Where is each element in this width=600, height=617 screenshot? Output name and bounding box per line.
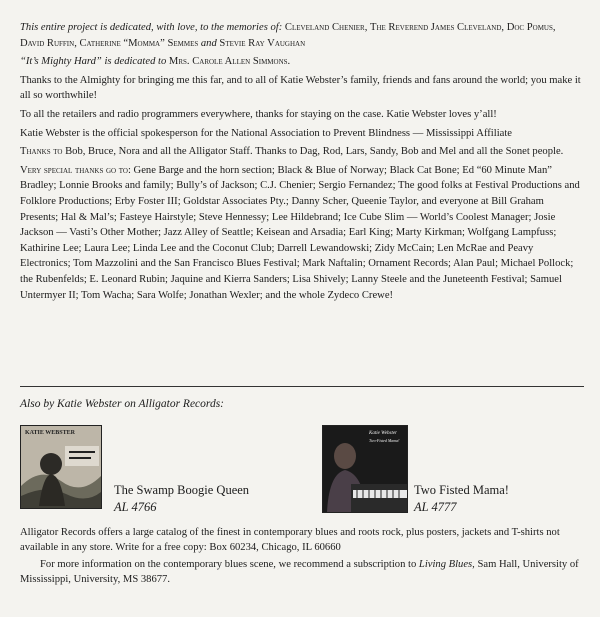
also-by-heading: Also by Katie Webster on Alligator Records:	[20, 398, 225, 410]
album-art-1	[21, 426, 101, 508]
thanks-label: Thanks to	[20, 146, 63, 158]
dedication-paragraph: This entire project is dedicated, with love, to the memories of: Cleveland Chenier, The Reverend James Cleveland, Doc Pomus, David Ruffin, Catherine “Momma” Semmes and Stevie Ray Vaughan	[20, 22, 556, 49]
dedicatee-name: Mrs. Carole Allen Simmons.	[168, 56, 291, 68]
retailers-thanks: To all the retailers and radio programmers everywhere, thanks for staying on the case. Katie Webster loves y’all!	[20, 108, 497, 120]
dedication-name: Catherine “Momma” Semmes	[79, 37, 199, 49]
almighty-thanks: Thanks to the Almighty for bringing me this far, and to all of Katie Webster’s family, friends and fans around the world; you make it all so worthwhile!	[20, 74, 581, 102]
catalog-offer: Alligator Records offers a large catalog of the finest in contemporary blues and roots rock, plus posters, jackets and T-shirts not available in any store. Write for a free copy: Box 60234, Chicago, IL 60660	[20, 527, 560, 553]
album-title: The Swamp Boogie Queen	[114, 483, 250, 497]
dedication-name: The Reverend James Cleveland	[369, 22, 502, 33]
staff-thanks: Thanks to Bob, Bruce, Nora and all the Alligator Staff. Thanks to Dag, Rod, Lars, Sandy, Bob and Mel and all the Sonet people.	[20, 146, 564, 158]
dedication-lead: This entire project is dedicated, with love, to the memories of:	[20, 22, 285, 33]
dedication-name: Doc Pomus	[506, 22, 553, 33]
special-thanks: Very special thanks go to: Gene Barge and the horn section; Black & Blue of Norway; Black Cat Bone; Ed “60 Minute Man” Bradley; Lonnie Brooks and family; Bully’s of Jackson; C.J. Chenier; Sergio Fernandez; The good folks at Festival Productions and Folklore Productions; Erby Foster III; Goldstar Associates Pty.; Danny Scher, Queenie Taylor, and everyone at Bill Graham Presents; Hal & Mal’s; Fasteye Hairstyle; Steve Hennessy; Lee Hildebrand; Ice Cube Slim — World’s Coolest Manager; Josie Jackson — Vasti’s Other Mother; Jazz Alley of Seattle; Keisean and Arsadia; Earl King; Marty Kirkman; Wolfgang Lampfuss; Kathirine Lee; Laura Lee; Linda Lee and the Coconut Club; Darrell Lewandowski; Zidy McCain; Len McRae and Peavy Electronics; Tom Mazzolini and the San Francisco Blues Festival; Mark Naftalin; Ornament Records; Alan Paul; Michael Pollock; the Rubenfelds; E. Leonard Rubin; Jaquine and Kierra Sanders; Lisa Shively; Lanny Steele and the Juneteenth Festival; Samuel Untermyer II; Tom Wacha; Sara Wolfe; Jonathan Wexler; and the whole Zydeco Crewe!	[20, 164, 580, 301]
album-catalog-number: AL 4777	[414, 500, 457, 514]
mighty-hard-dedication: “It’s Mighty Hard” is dedicated to Mrs. Carole Allen Simmons.	[20, 56, 291, 68]
magazine-name: Living Blues,	[418, 559, 475, 570]
living-blues-note: For more information on the contemporary blues scene, we recommend a subscription to Living Blues, Sam Hall, University of Mississippi, University, MS 38677.	[20, 559, 579, 585]
dedication-name: David Ruffin	[20, 37, 75, 49]
dedication-name: Stevie Ray Vaughan	[219, 37, 306, 49]
special-thanks-label: Very special thanks go to:	[20, 164, 131, 176]
section-divider	[20, 386, 584, 387]
spokesperson-note: Katie Webster is the official spokesperson for the National Association to Prevent Blindness — Mississippi Affiliate	[20, 127, 512, 139]
album-title: Two Fisted Mama!	[414, 483, 509, 497]
album-catalog-number: AL 4766	[114, 500, 157, 514]
cover-text-2: Katie Webster	[369, 431, 398, 436]
song-title: “It’s Mighty Hard”	[20, 56, 102, 68]
cover-subtitle-2: Two-Fisted Mama!	[369, 438, 400, 443]
album-cover-two-fisted-mama	[322, 425, 408, 513]
album-cover-swamp-boogie-queen	[20, 425, 102, 509]
dedication-name: Cleveland Chenier	[284, 22, 365, 33]
cover-text-1: KATIE WEBSTER	[25, 430, 75, 436]
